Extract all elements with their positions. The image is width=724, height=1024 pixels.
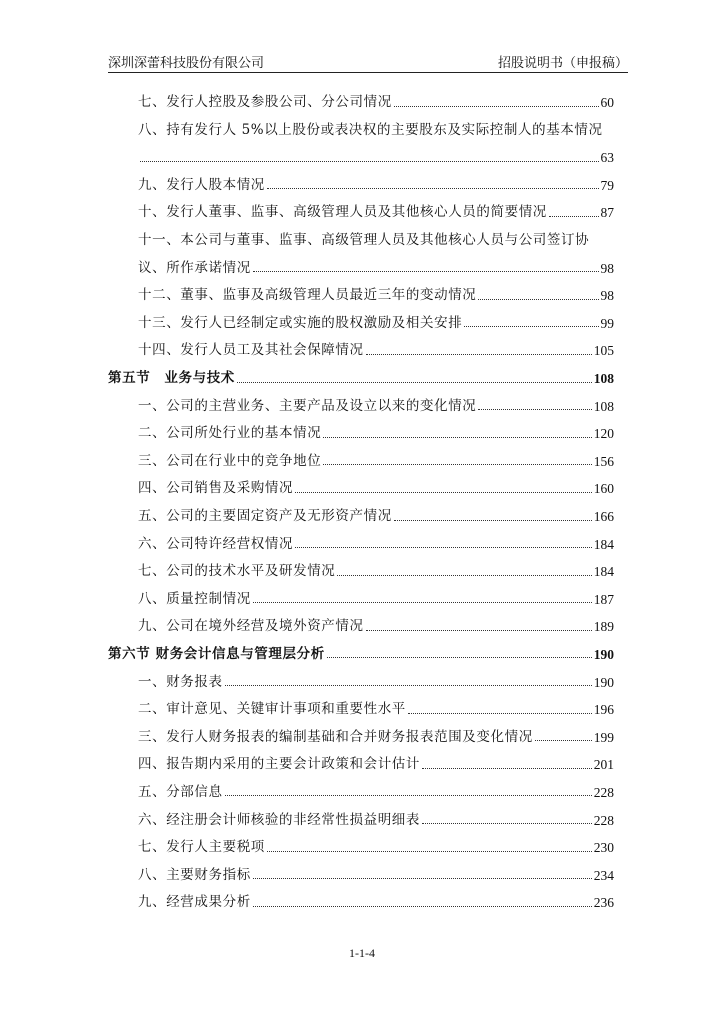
dot-leader [295,492,592,493]
toc-entry-title: 三、发行人财务报表的编制基础和合并财务报表范围及变化情况 [138,728,533,745]
toc-entry-title: 五、分部信息 [138,783,223,800]
dot-leader [422,768,592,769]
toc-entry-page: 228 [593,784,614,800]
dot-leader [366,630,592,631]
toc-entry-title: 一、公司的主营业务、主要产品及设立以来的变化情况 [138,397,477,414]
toc-entry-title: 第五节 业务与技术 [108,370,235,387]
toc-entry-page: 79 [600,177,614,193]
toc-entry[interactable] [108,84,614,112]
toc-entry-title: 四、公司销售及采购情况 [138,480,294,497]
toc-entry-title: 十、发行人董事、监事、高级管理人员及其他核心人员的简要情况 [138,204,547,221]
dot-leader [422,823,592,824]
toc-entry-title: 十三、发行人已经制定或实施的股权激励及相关安排 [138,314,463,331]
toc-entry[interactable] [108,222,614,250]
dot-leader [237,382,592,383]
dot-leader [478,409,591,410]
toc-entry-title: 九、经营成果分析 [138,894,251,911]
dot-leader [225,685,592,686]
toc-entry[interactable] [108,774,614,802]
toc-entry-title: 十一、本公司与董事、监事、高级管理人员及其他核心人员与公司签订协 [138,232,590,249]
toc-entry-title: 四、报告期内采用的主要会计政策和会计估计 [138,756,420,773]
toc-entry[interactable] [108,443,614,471]
toc-entry-page: 190 [593,646,614,662]
toc-entry[interactable] [108,608,614,636]
toc-entry[interactable] [108,526,614,554]
dot-leader [408,713,592,714]
toc-entry-page: 120 [593,426,614,442]
toc-entry-title: 二、公司所处行业的基本情况 [138,425,322,442]
dot-leader [140,161,599,162]
dot-leader [535,740,592,741]
toc-entry-page: 199 [593,729,614,745]
toc-entry-page: 196 [593,702,614,718]
toc-entry-title: 六、经注册会计师核验的非经常性损益明细表 [138,811,420,828]
toc-entry-page: 108 [593,371,614,387]
dot-leader [267,188,599,189]
dot-leader [253,602,592,603]
page-header [108,50,628,73]
toc-entry-title: 七、发行人控股及参股公司、分公司情况 [138,94,392,111]
toc-section-entry[interactable] [108,360,614,388]
toc-entry-title: 十四、发行人员工及其社会保障情况 [138,342,364,359]
dot-leader [337,575,591,576]
toc-entry[interactable] [108,305,614,333]
toc-entry[interactable] [108,250,614,278]
toc-entry-title: 十二、董事、监事及高级管理人员最近三年的变动情况 [138,287,477,304]
toc-entry[interactable] [108,112,614,140]
toc-section-entry[interactable] [108,636,614,664]
toc-entry-title: 九、公司在境外经营及境外资产情况 [138,618,364,635]
toc-entry[interactable] [108,691,614,719]
toc-entry[interactable] [108,498,614,526]
toc-entry-page: 105 [593,343,614,359]
toc-entry-page: 184 [593,536,614,552]
toc-entry-page: 236 [593,895,614,911]
toc-entry-page: 63 [600,150,614,166]
toc-entry[interactable] [108,581,614,609]
dot-leader [253,878,592,879]
toc-entry-page: 98 [600,260,614,276]
toc-entry[interactable] [108,332,614,360]
toc-entry[interactable] [108,829,614,857]
table-of-contents [108,84,614,912]
toc-entry-page: 201 [593,757,614,773]
toc-entry-page: 230 [593,840,614,856]
toc-entry-page: 60 [600,95,614,111]
toc-entry[interactable] [108,415,614,443]
dot-leader [478,299,598,300]
toc-entry-page: 98 [600,288,614,304]
toc-entry[interactable] [108,388,614,416]
toc-entry-title: 七、公司的技术水平及研发情况 [138,563,336,580]
dot-leader [366,354,592,355]
toc-entry[interactable] [108,470,614,498]
dot-leader [394,106,599,107]
toc-entry-title: 二、审计意见、关键审计事项和重要性水平 [138,701,406,718]
toc-entry[interactable] [108,277,614,305]
toc-entry-title: 六、公司特许经营权情况 [138,535,294,552]
toc-entry[interactable] [108,167,614,195]
toc-entry-page: 87 [600,205,614,221]
toc-entry-page: 234 [593,867,614,883]
toc-entry-page: 228 [593,812,614,828]
toc-entry-page: 166 [593,509,614,524]
toc-entry-title: 第六节 财务会计信息与管理层分析 [108,645,325,662]
toc-entry-page: 108 [593,398,614,414]
toc-entry[interactable] [108,139,614,167]
toc-entry-page: 187 [593,591,614,607]
toc-entry-title: 八、持有发行人 5%以上股份或表决权的主要股东及实际控制人的基本情况 [138,121,603,138]
dot-leader [464,326,598,327]
toc-entry-title: 七、发行人主要税项 [138,839,265,856]
toc-entry-page: 189 [593,619,614,635]
dot-leader [253,906,592,907]
dot-leader [323,464,591,465]
toc-entry[interactable] [108,553,614,581]
toc-entry-title: 三、公司在行业中的竞争地位 [138,452,322,469]
toc-entry-title: 八、主要财务指标 [138,866,251,883]
toc-entry-page: 184 [593,564,614,580]
toc-entry[interactable] [108,884,614,912]
toc-entry-page: 99 [600,315,614,331]
dot-leader [394,520,592,521]
toc-entry[interactable] [108,801,614,829]
dot-leader [327,657,592,658]
header-document-type: 招股说明书（申报稿） [497,56,628,71]
page-number: 1-1-4 [349,946,375,960]
toc-entry-page: 156 [593,453,614,469]
header-company-name: 深圳深蕾科技股份有限公司 [108,56,265,71]
toc-entry-page: 160 [593,481,614,497]
toc-entry[interactable] [108,746,614,774]
dot-leader [549,216,599,217]
toc-entry[interactable] [108,719,614,747]
toc-entry-title: 一、财务报表 [138,673,223,690]
dot-leader [267,851,592,852]
toc-entry[interactable] [108,857,614,885]
toc-entry-page: 190 [593,674,614,690]
dot-leader [253,271,599,272]
dot-leader [323,437,591,438]
dot-leader [295,547,592,548]
toc-entry-title: 八、质量控制情况 [138,590,251,607]
toc-entry-title: 九、发行人股本情况 [138,176,265,193]
toc-entry[interactable] [108,194,614,222]
toc-entry[interactable] [108,663,614,691]
dot-leader [225,795,592,796]
toc-entry-title: 议、所作承诺情况 [138,259,251,276]
toc-entry-title: 五、公司的主要固定资产及无形资产情况 [138,508,392,524]
